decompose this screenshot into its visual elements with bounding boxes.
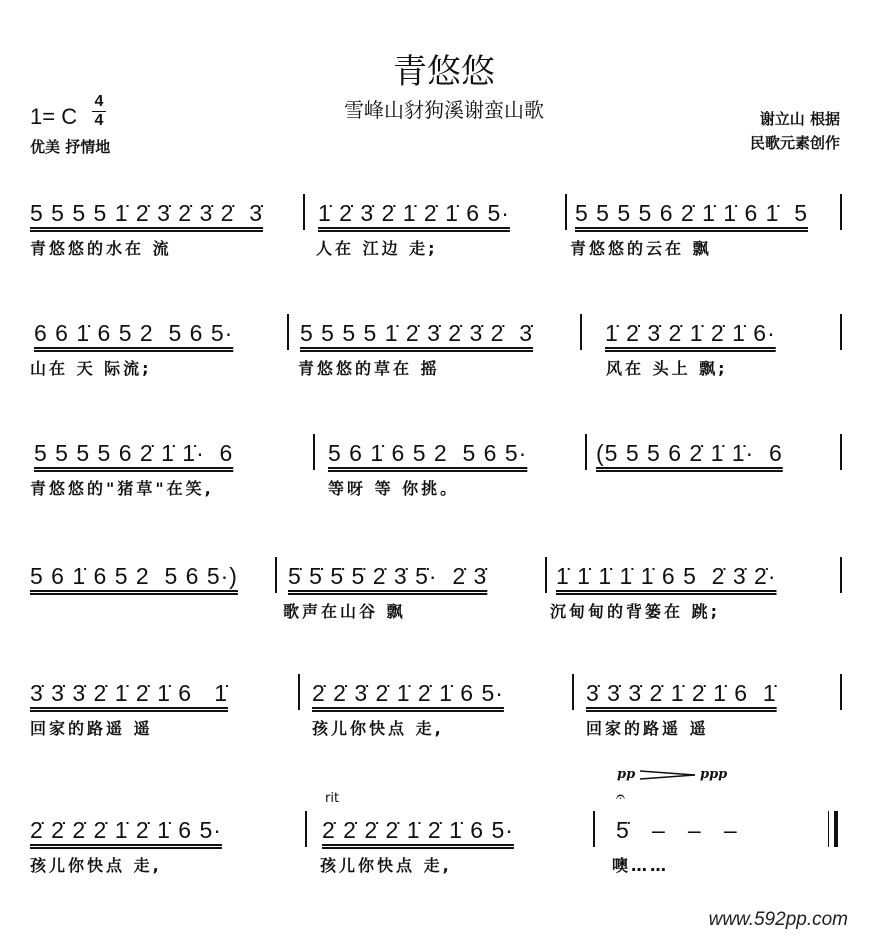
lyric: 青悠悠的"猪草"在笑, <box>30 479 214 498</box>
lyric: 人在 江边 走; <box>316 239 438 258</box>
lyric: 歌声在山谷 飘 <box>283 602 406 621</box>
barline <box>572 674 574 710</box>
measure: 1̇ 1̇ 1̇ 1̇ 1̇ 6 5 2̇ 3̇ 2̇· <box>556 563 777 589</box>
barline <box>840 314 842 350</box>
barline <box>840 194 842 230</box>
lyric: 回家的路遥 遥 <box>30 719 153 738</box>
lyric: 孩儿你快点 走, <box>320 856 452 875</box>
time-denominator: 4 <box>94 112 104 129</box>
system-6 <box>0 767 888 897</box>
lyric: 风在 头上 飘; <box>606 359 728 378</box>
barline <box>545 557 547 593</box>
dynamic-ppp: ppp <box>700 767 728 782</box>
lyric: 青悠悠的水在 流 <box>30 239 172 258</box>
lyric: 回家的路遥 遥 <box>586 719 709 738</box>
system-1 <box>0 200 888 280</box>
credit-line-1: 谢立山 根据 <box>759 110 840 128</box>
barline <box>840 434 842 470</box>
barline <box>565 194 567 230</box>
measure: 6 6 1̇ 6 5 2 5 6 5· <box>34 320 234 346</box>
fermata-icon: 𝄐 <box>616 787 625 806</box>
song-title: 青悠悠 <box>393 52 495 92</box>
credit-line-2: 民歌元素创作 <box>749 134 840 152</box>
measure: 5 5 5 5 1̇ 2̇ 3̇ 2̇ 3̇ 2̇ 3̇ <box>30 200 263 226</box>
barline <box>313 434 315 470</box>
barline <box>840 674 842 710</box>
lyric: 沉甸甸的背篓在 跳; <box>550 602 720 621</box>
lyric: 孩儿你快点 走, <box>312 719 444 738</box>
key-signature: 1= C <box>30 104 78 129</box>
final-barline-thick <box>834 811 838 847</box>
lyric: 青悠悠的草在 摇 <box>298 359 440 378</box>
measure: 3̇ 3̇ 3̇ 2̇ 1̇ 2̇ 1̇ 6 1̇ <box>586 680 777 706</box>
measure: 1̇ 2̇ 3̇ 2̇ 1̇ 2̇ 1̇ 6 5· <box>318 200 510 226</box>
final-barline-thin <box>828 811 829 847</box>
barline <box>585 434 587 470</box>
measure: 2̇ 2̇ 2̇ 2̇ 1̇ 2̇ 1̇ 6 5· <box>322 817 514 843</box>
measure: 3̇ 3̇ 3̇ 2̇ 1̇ 2̇ 1̇ 6 1̇ <box>30 680 229 706</box>
system-5 <box>0 680 888 760</box>
measure: (5 5 5 6 2̇ 1̇ 1̇· 6 <box>596 440 783 466</box>
time-numerator: 4 <box>94 93 104 110</box>
system-4 <box>0 563 888 643</box>
lyric: 等呀 等 你挑。 <box>328 479 460 498</box>
measure: 5 5 5 5 6 2̇ 1̇ 1̇ 6 1̇ 5 <box>575 200 808 226</box>
tempo-marking: 优美 抒情地 <box>30 138 111 156</box>
decrescendo-hairpin <box>640 769 695 781</box>
song-subtitle: 雪峰山豺狗溪谢蛮山歌 <box>344 98 544 122</box>
watermark: www.592pp.com <box>708 909 848 930</box>
measure: 5 6 1̇ 6 5 2 5 6 5·) <box>30 563 238 589</box>
lyric: 噢…… <box>612 856 670 875</box>
barline <box>840 557 842 593</box>
measure: 2̇ 2̇ 2̇ 2̇ 1̇ 2̇ 1̇ 6 5· <box>30 817 222 843</box>
time-signature <box>92 94 106 129</box>
lyric: 青悠悠的云在 飘 <box>570 239 712 258</box>
measure: 5̇ 5̇ 5̇ 5̇ 2̇ 3̇ 5̇· 2̇ 3̇ <box>288 563 488 589</box>
system-2 <box>0 320 888 400</box>
barline <box>303 194 305 230</box>
barline <box>298 674 300 710</box>
lyric: 孩儿你快点 走, <box>30 856 162 875</box>
dynamic-pp: pp <box>617 767 636 782</box>
measure: 5 6 1̇ 6 5 2 5 6 5· <box>328 440 528 466</box>
ritardando-mark: rit <box>325 791 340 806</box>
measure: 5 5 5 5 1̇ 2̇ 3̇ 2̇ 3̇ 2̇ 3̇ <box>300 320 533 346</box>
barline <box>287 314 289 350</box>
measure: 5 5 5 5 6 2̇ 1̇ 1̇· 6 <box>34 440 234 466</box>
barline <box>593 811 595 847</box>
barline <box>275 557 277 593</box>
lyric: 山在 天 际流; <box>30 359 152 378</box>
measure: 2̇ 2̇ 3̇ 2̇ 1̇ 2̇ 1̇ 6 5· <box>312 680 504 706</box>
system-3 <box>0 440 888 520</box>
measure: 1̇ 2̇ 3̇ 2̇ 1̇ 2̇ 1̇ 6· <box>605 320 776 346</box>
barline <box>305 811 307 847</box>
measure: 5̇ – – – <box>616 817 738 843</box>
barline <box>580 314 582 350</box>
